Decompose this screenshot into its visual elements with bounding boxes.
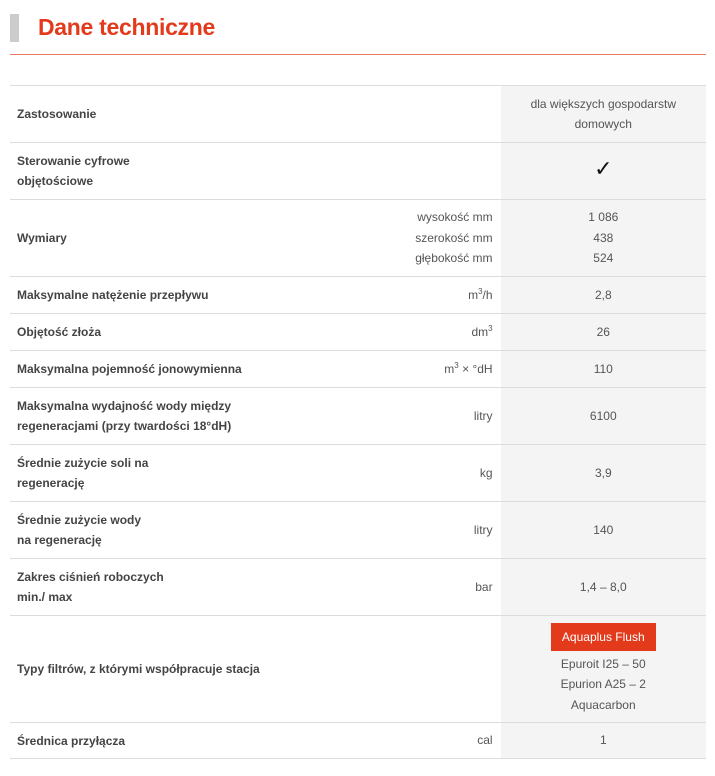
spec-label-text: Sterowanie cyfrowe objętościowe — [17, 154, 130, 188]
filter-item: Aquacarbon — [570, 697, 636, 712]
spec-value — [501, 86, 706, 143]
section-header — [0, 0, 715, 55]
unit-base: m — [444, 361, 455, 376]
spec-unit — [345, 616, 500, 723]
spec-label: Średnica przyłącza — [10, 723, 345, 759]
spec-row-srednica — [10, 723, 706, 759]
spec-label: Zastosowanie — [10, 86, 345, 143]
spec-row-wydajnosc — [10, 388, 706, 445]
aquaplus-flush-button[interactable]: Aquaplus Flush — [551, 623, 656, 651]
header-divider — [10, 54, 706, 55]
spec-value: 6100 — [501, 388, 706, 445]
spec-value — [501, 200, 706, 277]
spec-unit — [345, 277, 500, 314]
spec-value: 140 — [501, 502, 706, 559]
spec-label — [10, 143, 345, 200]
unit-depth: głębokość mm — [415, 251, 493, 266]
spec-unit: cal — [345, 723, 500, 759]
spec-value — [501, 143, 706, 200]
page-title: Dane techniczne — [38, 14, 215, 40]
spec-label: Maksymalne natężenie przepływu — [10, 277, 345, 314]
spec-label-text: Zakres ciśnień roboczych min./ max — [17, 570, 164, 604]
spec-label — [10, 502, 345, 559]
spec-unit: bar — [345, 559, 500, 616]
spec-label — [10, 559, 345, 616]
unit-tail: /h — [482, 287, 493, 302]
spec-row-filtry — [10, 616, 706, 723]
spec-unit: kg — [345, 445, 500, 502]
spec-row-zastosowanie — [10, 86, 706, 143]
spec-row-sterowanie — [10, 143, 706, 200]
spec-unit — [345, 351, 500, 388]
spec-label — [10, 388, 345, 445]
spec-label-text: Średnie zużycie wody na regenerację — [17, 513, 142, 547]
spec-value: 2,8 — [501, 277, 706, 314]
spec-unit — [345, 314, 500, 351]
unit-sup: 3 — [478, 286, 483, 296]
spec-value: 26 — [501, 314, 706, 351]
spec-unit — [345, 143, 500, 200]
unit-sup: 3 — [488, 323, 493, 333]
value-height: 1 086 — [588, 210, 619, 225]
checkmark-icon: ✓ — [594, 156, 613, 182]
spec-label-text: Maksymalna wydajność wody między regeneracjami (przy twardości 18°dH) — [17, 399, 232, 433]
spec-label: Wymiary — [10, 200, 345, 277]
unit-tail: × °dH — [458, 361, 493, 376]
spec-row-cisnienie — [10, 559, 706, 616]
spec-label: Typy filtrów, z którymi współpracuje stacja — [10, 616, 345, 723]
spec-label — [10, 445, 345, 502]
spec-unit: litry — [345, 388, 500, 445]
filter-item: Epurion A25 – 2 — [560, 677, 646, 692]
spec-value: 1,4 – 8,0 — [501, 559, 706, 616]
specs-table — [10, 85, 706, 759]
unit-width: szerokość mm — [415, 230, 493, 245]
unit-sup: 3 — [454, 360, 459, 370]
spec-label: Objętość złoża — [10, 314, 345, 351]
spec-row-zuzycie-wody — [10, 502, 706, 559]
spec-row-przeplyw — [10, 277, 706, 314]
spec-value: 1 — [501, 723, 706, 759]
unit-base: dm — [471, 324, 489, 339]
spec-unit — [345, 200, 500, 277]
spec-row-wymiary — [10, 200, 706, 277]
unit-base: m — [468, 287, 479, 302]
spec-row-objetosc — [10, 314, 706, 351]
spec-value: 110 — [501, 351, 706, 388]
spec-value-text: dla większych gospodarstw domowych — [530, 96, 676, 131]
unit-height: wysokość mm — [417, 210, 493, 225]
spec-unit — [345, 86, 500, 143]
spec-label: Maksymalna pojemność jonowymienna — [10, 351, 345, 388]
spec-row-pojemnosc — [10, 351, 706, 388]
spec-unit: litry — [345, 502, 500, 559]
filter-item: Epuroit I25 – 50 — [560, 656, 646, 671]
spec-row-zuzycie-soli — [10, 445, 706, 502]
spec-value: 3,9 — [501, 445, 706, 502]
value-depth: 524 — [593, 251, 614, 266]
header-accent-bar — [10, 14, 19, 42]
spec-label-text: Średnie zużycie soli na regenerację — [17, 456, 149, 490]
value-width: 438 — [593, 230, 614, 245]
spec-value — [501, 616, 706, 723]
